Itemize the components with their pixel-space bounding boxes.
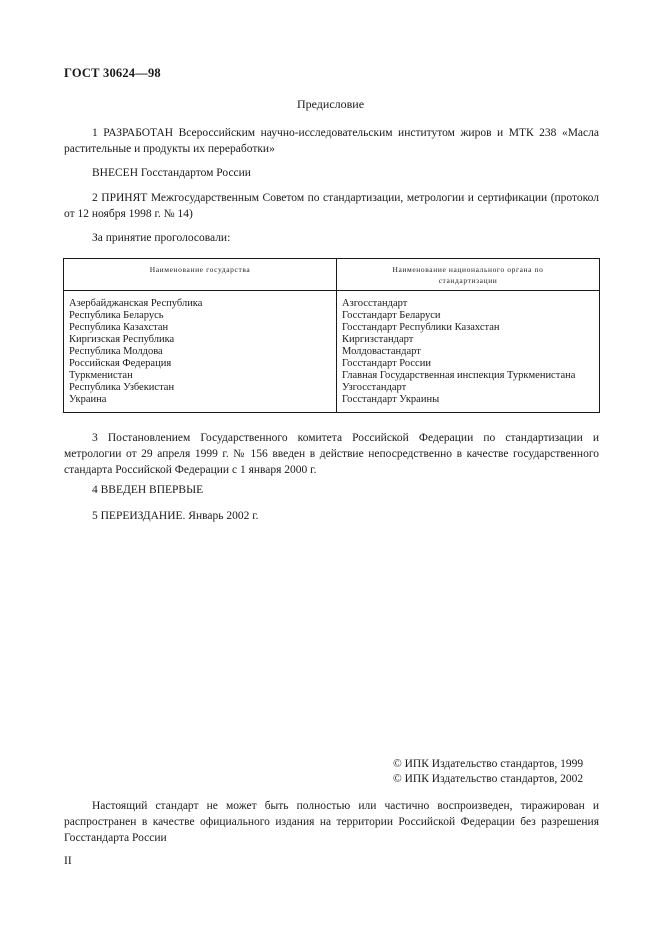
standards-body: Госстандарт Республики Казахстан bbox=[342, 322, 500, 333]
table-row bbox=[64, 291, 600, 413]
body-column-header bbox=[337, 259, 600, 291]
state-name: Российская Федерация bbox=[69, 358, 172, 369]
first-time-paragraph: 4 ВВЕДЕН ВПЕРВЫЕ bbox=[92, 484, 204, 496]
body-column-header-text: Наименование национального органа по стандартизации bbox=[392, 265, 544, 285]
adopted-paragraph: 2 ПРИНЯТ Межгосударственным Советом по стандартизации, метрологии и сертификации (протокол от 12 ноября 1998 г. № 14) bbox=[64, 192, 599, 220]
copyright-line: © ИПК Издательство стандартов, 2002 bbox=[393, 773, 584, 785]
standards-body: Киргизстандарт bbox=[342, 334, 414, 345]
state-name: Украина bbox=[69, 394, 107, 405]
reproduction-notice: Настоящий стандарт не может быть полностью или частично воспроизведен, тиражирован и распространен в качестве официального издания на территории Российской Федерации без разрешения Госстандарта России bbox=[64, 800, 599, 844]
state-name: Республика Беларусь bbox=[69, 310, 164, 321]
states-cell bbox=[64, 291, 337, 413]
standards-body: Узгосстандарт bbox=[342, 382, 407, 393]
state-name: Туркменистан bbox=[69, 370, 133, 381]
voted-intro: За принятие проголосовали: bbox=[92, 232, 231, 244]
standards-body: Госстандарт России bbox=[342, 358, 431, 369]
foreword-title: Предисловие bbox=[296, 97, 365, 111]
state-name: Киргизская Республика bbox=[69, 334, 175, 345]
reissue-paragraph: 5 ПЕРЕИЗДАНИЕ. Январь 2002 г. bbox=[92, 510, 259, 522]
standards-body: Главная Государственная инспекция Туркменистана bbox=[342, 370, 576, 381]
introduced-paragraph: ВНЕСЕН Госстандартом России bbox=[92, 167, 251, 179]
standards-body: Молдовастандарт bbox=[342, 346, 421, 357]
page-number: II bbox=[64, 855, 72, 867]
copyright-block bbox=[393, 757, 583, 787]
resolution-paragraph: 3 Постановлением Государственного комитета Российской Федерации по стандартизации и метрологии от 29 апреля 1999 г. № 156 введен в действие непосредственно в качестве государственного стандарта Российской Федерации с 1 января 2000 г. bbox=[64, 432, 599, 476]
state-name: Азербайджанская Республика bbox=[69, 298, 203, 309]
developed-paragraph: 1 РАЗРАБОТАН Всероссийским научно-исследовательским институтом жиров и МТК 238 «Масла растительные и продукты их переработки» bbox=[64, 127, 599, 155]
bodies-cell bbox=[337, 291, 600, 413]
standards-body: Госстандарт Беларуси bbox=[342, 310, 441, 321]
standards-body: Госстандарт Украины bbox=[342, 394, 440, 405]
document-id: ГОСТ 30624—98 bbox=[64, 66, 161, 80]
voting-table bbox=[63, 258, 600, 413]
copyright-line: © ИПК Издательство стандартов, 1999 bbox=[393, 758, 584, 770]
state-name: Республика Молдова bbox=[69, 346, 163, 357]
state-column-header: Наименование государства bbox=[64, 259, 337, 291]
state-name: Республика Казахстан bbox=[69, 322, 169, 333]
standards-body: Азгосстандарт bbox=[342, 298, 408, 309]
state-name: Республика Узбекистан bbox=[69, 382, 175, 393]
